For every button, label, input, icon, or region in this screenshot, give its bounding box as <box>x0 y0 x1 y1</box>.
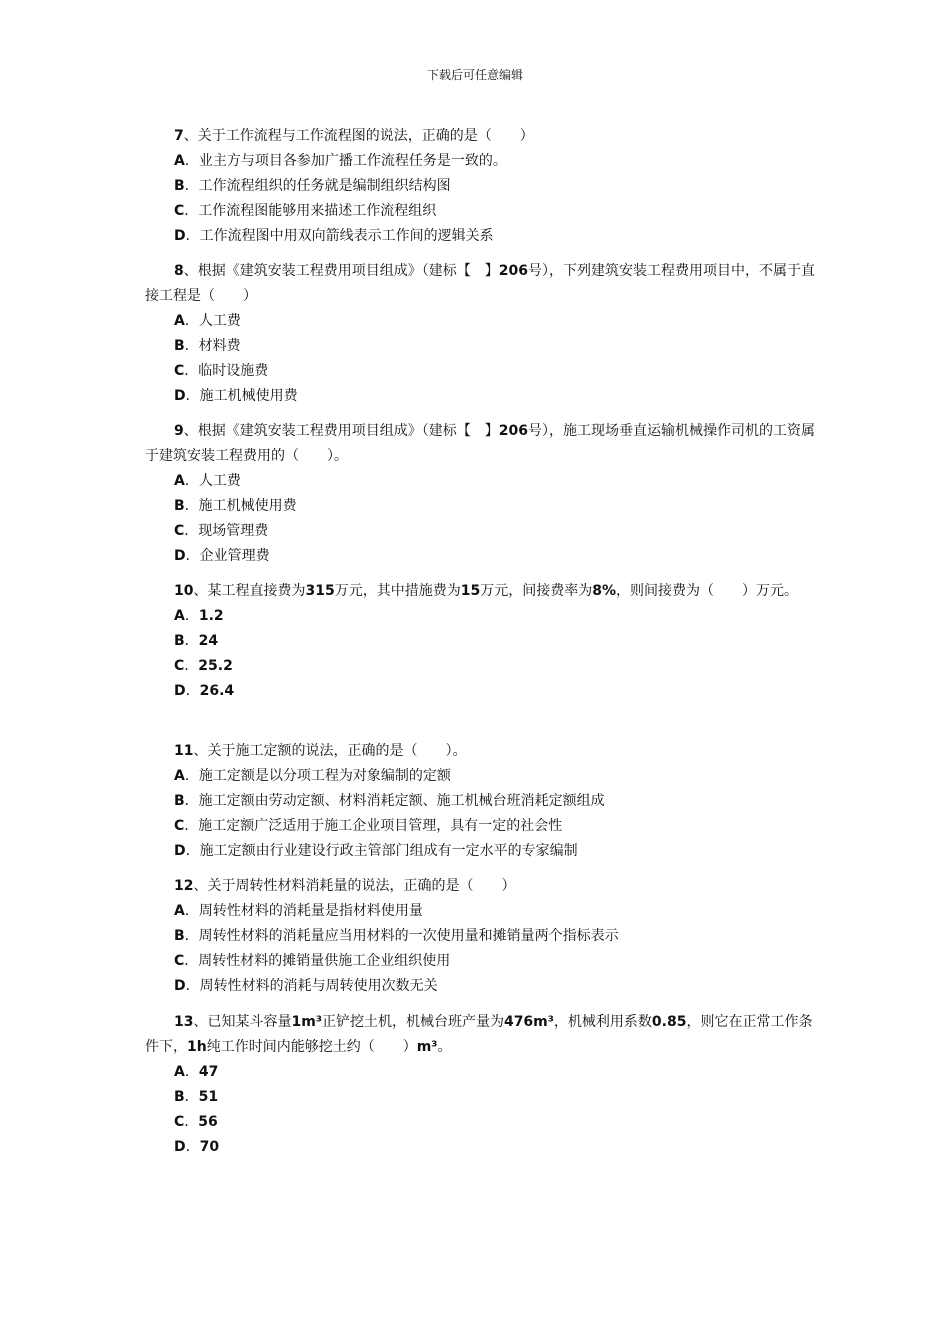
option-c: C．现场管理费 <box>174 523 269 539</box>
question-stem: 9、根据《建筑安装工程费用项目组成》（建标【 】206号），施工现场垂直运输机械操作司机的工资属于建筑安装工程费用的（ ）。 <box>145 423 815 464</box>
option-a: A．业主方与项目各参加广播工作流程任务是一致的。 <box>174 153 507 169</box>
option-b: B．施工机械使用费 <box>174 498 297 514</box>
question-stem: 12、关于周转性材料消耗量的说法，正确的是（ ） <box>174 878 516 894</box>
option-d: D．26.4 <box>174 683 235 699</box>
option-d: D．企业管理费 <box>174 548 270 564</box>
option-a: A．1.2 <box>174 608 224 624</box>
question-10 <box>145 579 817 704</box>
option-b: B．周转性材料的消耗量应当用材料的一次使用量和摊销量两个指标表示 <box>174 928 619 944</box>
option-c: C．临时设施费 <box>174 363 269 379</box>
question-stem: 11、关于施工定额的说法，正确的是（ ）。 <box>174 743 467 759</box>
option-a: A．人工费 <box>174 473 241 489</box>
option-c: C．56 <box>174 1114 218 1130</box>
option-d: D．70 <box>174 1139 220 1155</box>
question-stem: 8、根据《建筑安装工程费用项目组成》（建标【 】206号），下列建筑安装工程费用项目中，不属于直接工程是（ ） <box>145 263 815 304</box>
option-b: B．施工定额由劳动定额、材料消耗定额、施工机械台班消耗定额组成 <box>174 793 605 809</box>
option-a: A．人工费 <box>174 313 241 329</box>
question-8 <box>145 259 817 409</box>
option-d: D．工作流程图中用双向箭线表示工作间的逻辑关系 <box>174 228 494 244</box>
question-13 <box>145 1010 817 1160</box>
option-d: D．周转性材料的消耗与周转使用次数无关 <box>174 978 438 994</box>
option-b: B．工作流程组织的任务就是编制组织结构图 <box>174 178 451 194</box>
option-b: B．材料费 <box>174 338 241 354</box>
option-d: D．施工定额由行业建设行政主管部门组成有一定水平的专家编制 <box>174 843 578 859</box>
question-7 <box>145 124 817 249</box>
page-header: 下载后可任意编辑 <box>426 68 523 82</box>
option-c: C．25.2 <box>174 658 233 674</box>
option-c: C．周转性材料的摊销量供施工企业组织使用 <box>174 953 451 969</box>
option-c: C．工作流程图能够用来描述工作流程组织 <box>174 203 437 219</box>
question-stem: 10、某工程直接费为315万元，其中措施费为15万元，间接费率为8%，则间接费为（ ）万元。 <box>174 583 798 599</box>
question-stem: 7、关于工作流程与工作流程图的说法，正确的是（ ） <box>174 128 534 144</box>
option-c: C．施工定额广泛适用于施工企业项目管理，具有一定的社会性 <box>174 818 563 834</box>
question-11 <box>145 739 817 864</box>
question-9 <box>145 419 817 569</box>
question-stem: 13、已知某斗容量1m³正铲挖土机，机械台班产量为476m³，机械利用系数0.85，则它在正常工作条件下，1h纯工作时间内能够挖土约（ ）m³。 <box>145 1014 813 1055</box>
option-b: B．24 <box>174 633 219 649</box>
option-b: B．51 <box>174 1089 219 1105</box>
option-a: A．施工定额是以分项工程为对象编制的定额 <box>174 768 451 784</box>
question-12 <box>145 874 817 999</box>
option-a: A．周转性材料的消耗量是指材料使用量 <box>174 903 423 919</box>
option-a: A．47 <box>174 1064 219 1080</box>
option-d: D．施工机械使用费 <box>174 388 298 404</box>
